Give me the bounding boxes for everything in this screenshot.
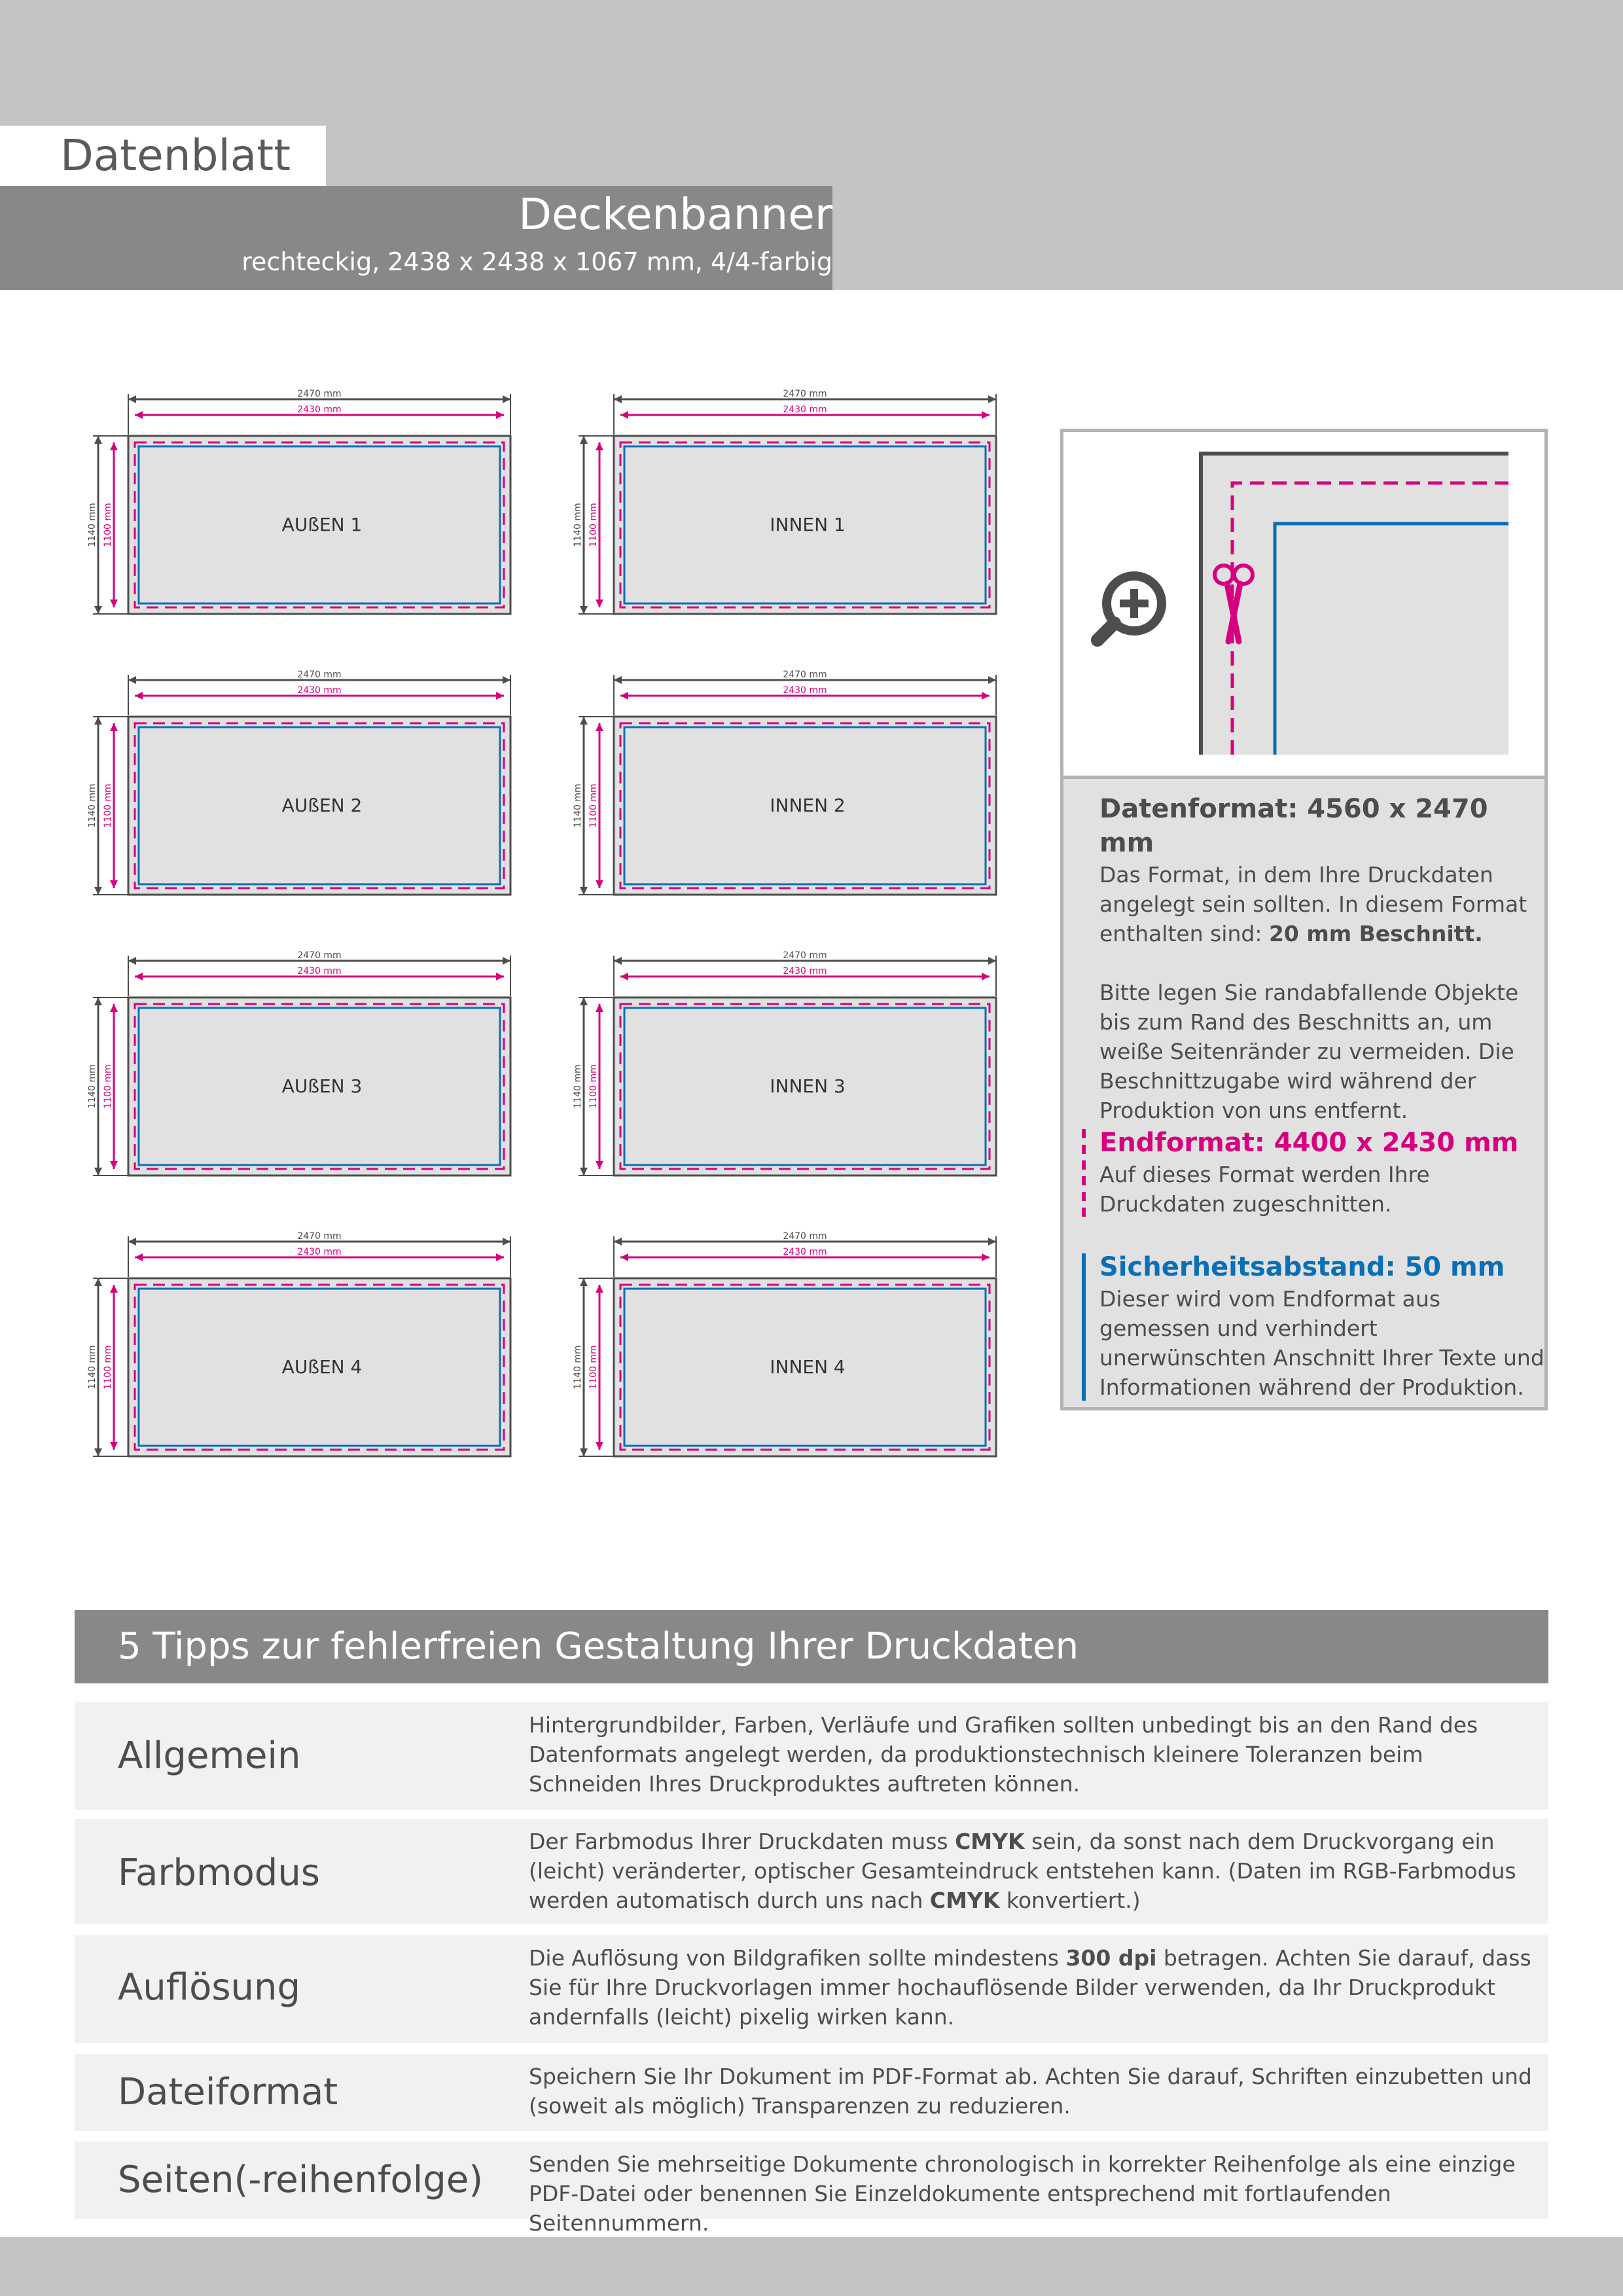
zoom-detail [1063,432,1544,776]
dim-width-inner: 2430 mm [783,404,827,415]
document-subtitle: rechteckig, 2438 x 2438 x 1067 mm, 4/4-farbig [241,247,832,276]
panel-aussen-2 [84,672,568,921]
tip-text: Die Auflösung von Bildgrafiken sollte mindestens 300 dpi betragen. Achten Sie darauf, dass Sie für Ihre Druckvorlagen immer hochauflösende Bilder verwenden, da Ihr Druckprodukt andernfalls (leicht) pixelig wirken kann. [529,1945,1531,2030]
dim-height-outer: 1140 mm [87,1064,98,1109]
tip-label: Auflösung [118,1966,301,2009]
panel-label: AUßEN 2 [281,795,363,816]
sicherheit-text: Dieser wird vom Endformat aus gemessen und verhindert unerwünschten Anschnitt Ihrer Texte und Informationen während der Produktion. [1099,1286,1544,1400]
panel-diagram [84,1231,516,1469]
dim-width-outer: 2470 mm [297,950,342,961]
tip-text: Senden Sie mehrseitige Dokumente chronologisch in korrekter Reihenfolge als eine einzige PDF-Datei oder benennen Sie Einzeldokumente entsprechend mit fortlaufenden Seitennummern. [529,2151,1516,2236]
document-title: Deckenbanner [518,189,832,240]
dim-height-outer: 1140 mm [87,503,98,547]
panel-label: AUßEN 1 [281,514,363,535]
panel-label: INNEN 2 [770,795,846,816]
dim-width-inner: 2430 mm [783,685,827,696]
dim-height-outer: 1140 mm [573,783,583,828]
datenformat-text-2: Bitte legen Sie randabfallende Objekte bis zum Rand des Beschnitts an, um weiße Seitenränder zu vermeiden. Die Beschnittzugabe wird während der Produktion von uns entfernt. [1099,980,1519,1123]
datenformat-title: Datenformat: 4560 x 2470 mm [1099,794,1488,858]
tip-label: Seiten(-reihenfolge) [118,2159,484,2201]
panel-diagram [84,391,516,627]
panel-aussen-3 [84,950,568,1202]
panel-aussen-4 [84,1231,568,1482]
dim-height-inner: 1100 mm [103,503,113,547]
endformat-title: Endformat: 4400 x 2430 mm [1099,1128,1519,1158]
dim-height-outer: 1140 mm [573,503,583,547]
panel-label: INNEN 4 [770,1356,846,1378]
panel-aussen-1 [84,391,568,640]
panel-innen-4 [569,1231,1054,1482]
dim-height-inner: 1100 mm [103,1345,113,1390]
panel-label: INNEN 1 [770,514,846,535]
dim-height-outer: 1140 mm [573,1345,583,1390]
dim-width-outer: 2470 mm [783,389,827,399]
panel-diagram [569,672,1001,908]
tip-label: Dateiformat [118,2071,338,2113]
dim-width-inner: 2430 mm [297,404,342,415]
panel-innen-2 [569,672,1054,921]
tip-label: Farbmodus [118,1852,320,1894]
dim-height-outer: 1140 mm [87,1345,98,1390]
tip-row-aufloesung [75,1935,1548,2043]
panel-label: AUßEN 4 [281,1356,363,1378]
tip-text: Hintergrundbilder, Farben, Verläufe und Grafiken sollten unbedingt bis an den Rand des Datenformats angelegt werden, da produktionstechnisch kleinere Toleranzen beim Schneiden Ihres Druckproduktes auftreten können. [529,1712,1478,1797]
dim-width-inner: 2430 mm [297,685,342,696]
tip-row-seiten [75,2142,1548,2236]
dim-height-outer: 1140 mm [573,1064,583,1109]
info-text-panel [1063,776,1544,1407]
tip-text: Der Farbmodus Ihrer Druckdaten muss CMYK sein, da sonst nach dem Druckvorgang ein (leicht) veränderter, optischer Gesamteindruck entstehen kann. (Daten im RGB-Farbmodus werden automatisch durch uns nach CMYK konvertiert.) [529,1829,1516,1913]
panel-diagram [84,950,516,1189]
zoom-icon [1097,576,1162,640]
info-box [1060,429,1548,1410]
bottom-band [0,2237,1623,2296]
dim-height-inner: 1100 mm [588,1064,599,1109]
dim-width-inner: 2430 mm [297,1247,342,1257]
dim-width-outer: 2470 mm [783,670,827,680]
panel-diagram [569,950,1001,1189]
panel-diagram [569,391,1001,627]
dim-height-inner: 1100 mm [588,783,599,828]
dim-width-outer: 2470 mm [783,950,827,961]
document-tag: Datenblatt [60,130,291,181]
endformat-text: Auf dieses Format werden Ihre Druckdaten zugeschnitten. [1099,1162,1430,1217]
tips-title: 5 Tipps zur fehlerfreien Gestaltung Ihrer Druckdaten [118,1625,1079,1668]
dim-width-outer: 2470 mm [297,1231,342,1242]
panel-label: AUßEN 3 [281,1075,363,1097]
sicherheit-marker [1082,1253,1086,1401]
dim-height-outer: 1140 mm [87,783,98,828]
tip-row-allgemein [75,1702,1548,1810]
panel-innen-3 [569,950,1054,1202]
dim-height-inner: 1100 mm [588,1345,599,1390]
dim-width-inner: 2430 mm [783,966,827,977]
tip-label: Allgemein [118,1734,301,1777]
panel-innen-1 [569,391,1054,640]
dim-height-inner: 1100 mm [103,1064,113,1109]
tips-header [75,1610,1548,1683]
dim-width-outer: 2470 mm [297,670,342,680]
endformat-marker [1082,1129,1086,1221]
tip-text: Speichern Sie Ihr Dokument im PDF-Format ab. Achten Sie darauf, Schriften einzubetten und (soweit als möglich) Transparenzen zu reduzieren. [529,2064,1532,2119]
dim-width-outer: 2470 mm [783,1231,827,1242]
corner-detail-graphic [1063,432,1544,776]
dim-height-inner: 1100 mm [103,783,113,828]
sicherheit-title: Sicherheitsabstand: 50 mm [1099,1252,1505,1282]
panel-label: INNEN 3 [770,1075,846,1097]
dim-height-inner: 1100 mm [588,503,599,547]
dim-width-inner: 2430 mm [297,966,342,977]
datenformat-text: Das Format, in dem Ihre Druckdaten angelegt sein sollten. In diesem Format enthalten sind: 20 mm Beschnitt. [1099,862,1527,946]
panel-diagram [569,1231,1001,1469]
dim-width-inner: 2430 mm [783,1247,827,1257]
tip-row-farbmodus [75,1819,1548,1924]
panel-diagram [84,672,516,908]
dim-width-outer: 2470 mm [297,389,342,399]
tip-row-dateiformat [75,2054,1548,2131]
